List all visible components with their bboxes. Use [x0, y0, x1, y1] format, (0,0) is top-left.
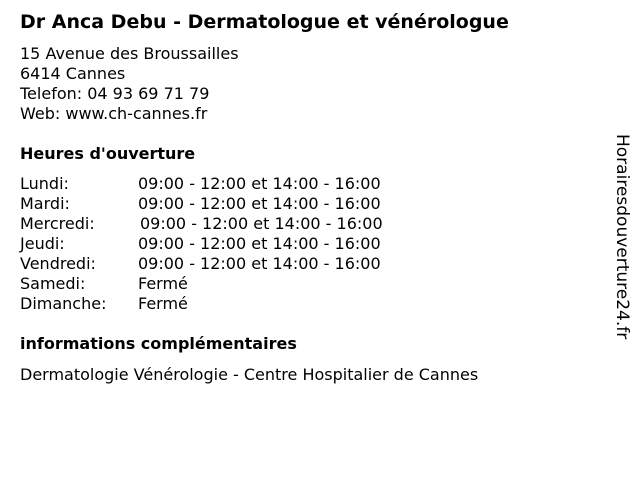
hours-day: Vendredi:	[20, 254, 96, 273]
hours-time: Fermé	[138, 294, 188, 313]
hours-time: 09:00 - 12:00 et 14:00 - 16:00	[140, 214, 383, 233]
site-watermark: Horairesdouverture24.fr	[612, 134, 632, 340]
hours-day: Mercredi:	[20, 214, 95, 233]
hours-day: Dimanche:	[20, 294, 107, 313]
address-street: 15 Avenue des Broussailles	[20, 44, 239, 63]
hours-time: 09:00 - 12:00 et 14:00 - 16:00	[138, 194, 381, 213]
hours-day: Lundi:	[20, 174, 69, 193]
website: Web: www.ch-cannes.fr	[20, 104, 208, 123]
hours-time: 09:00 - 12:00 et 14:00 - 16:00	[138, 174, 381, 193]
opening-hours-heading: Heures d'ouverture	[20, 144, 196, 163]
hours-time: 09:00 - 12:00 et 14:00 - 16:00	[138, 234, 381, 253]
additional-info-heading: informations complémentaires	[20, 334, 297, 353]
additional-info-text: Dermatologie Vénérologie - Centre Hospitalier de Cannes	[20, 365, 479, 384]
page-title: Dr Anca Debu - Dermatologue et vénérologue	[20, 11, 509, 33]
hours-day: Jeudi:	[20, 234, 65, 253]
hours-time: Fermé	[138, 274, 188, 293]
phone-number: Telefon: 04 93 69 71 79	[20, 84, 210, 103]
hours-day: Samedi:	[20, 274, 86, 293]
contact-block	[20, 44, 239, 124]
hours-time: 09:00 - 12:00 et 14:00 - 16:00	[138, 254, 381, 273]
address-city: 6414 Cannes	[20, 64, 126, 83]
hours-day: Mardi:	[20, 194, 70, 213]
